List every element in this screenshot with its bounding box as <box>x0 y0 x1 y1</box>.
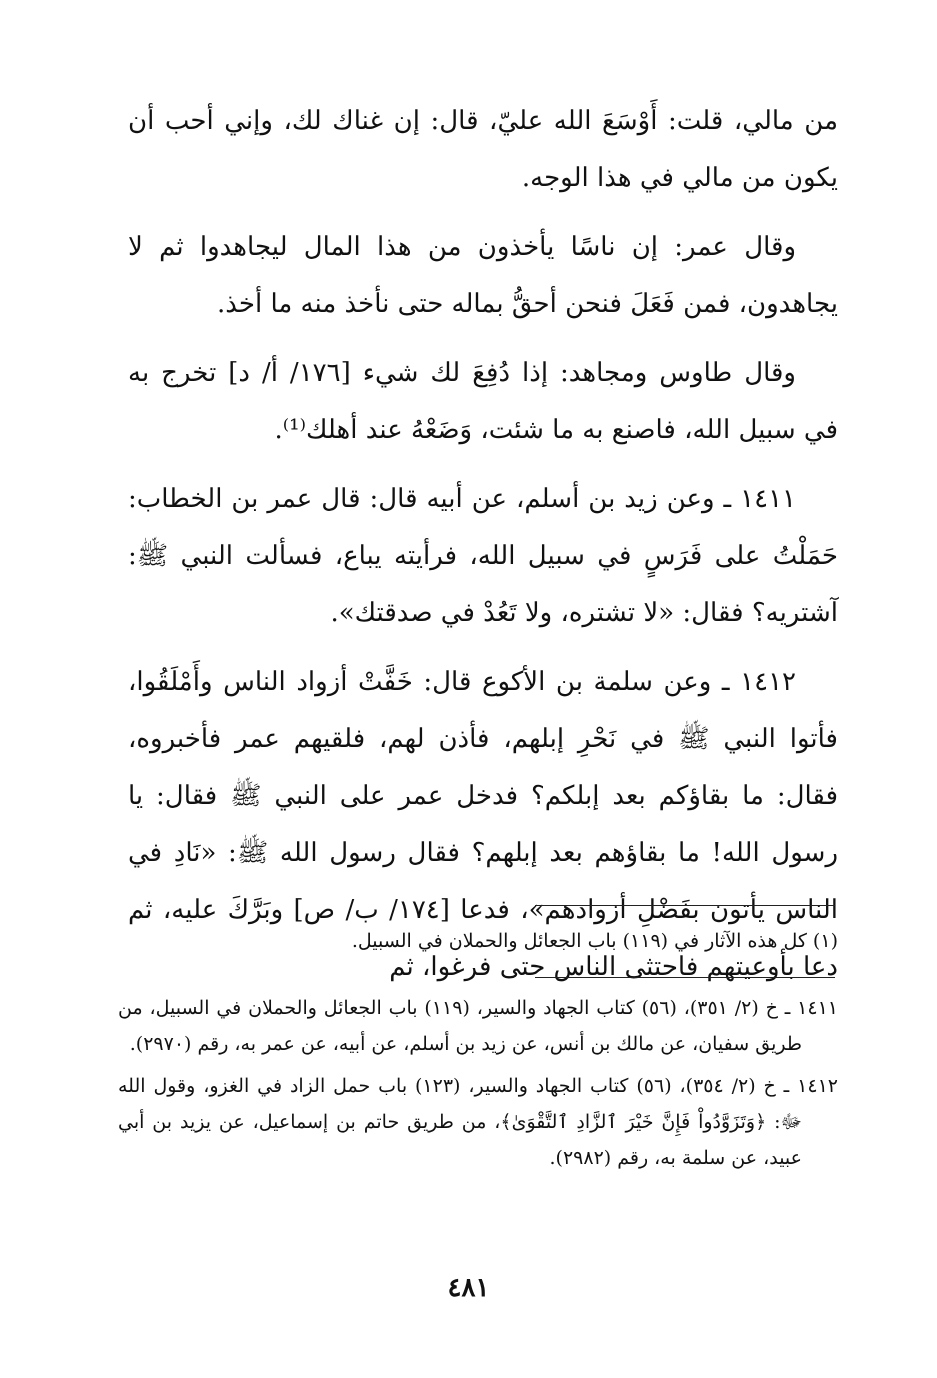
paragraph-hadith-1411: ١٤١١ ـ وعن زيد بن أسلم، عن أبيه قال: قال عمر بن الخطاب: حَمَلْتُ على فَرَسٍ في سبيل الله، فرأيته يباع، فسألت النبي ﷺ: آشتريه؟ فقال: «لا تشتره، ولا تَعُدْ في صدقتك». <box>128 484 838 628</box>
takhrij-1411: ١٤١١ ـ خ (٢/ ٣٥١)، (٥٦) كتاب الجهاد والسير، (١١٩) باب الجعائل والحملان في السبيل، من طريق سفيان، عن مالك بن أنس، عن زيد بن أسلم، عن أبيه، عن عمر به، رقم (٢٩٧٠). <box>118 997 838 1055</box>
footnote-block <box>118 923 838 965</box>
paragraph-hadith-1412: ١٤١٢ ـ وعن سلمة بن الأكوع قال: خَفَّتْ أزواد الناس وأَمْلَقُوا، فأتوا النبي ﷺ في نَحْرِ إبلهم، فأذن لهم، فلقيهم عمر فأخبروه، فقال: ما بقاؤكم بعد إبلكم؟ فدخل عمر على النبي ﷺ فقال: يا رسول الله! ما بقاؤهم بعد إبلهم؟ فقال رسول الله ﷺ: «نَادِ في الناس يأتون بفَضْلِ أزوادهم»، فدعا [١٧٤/ ب/ ص] وبَرَّكَ عليه، ثم دعا بأوعيتهم فاحتثى الناس حتى فرغوا، ثم <box>128 667 838 982</box>
footnote-1: (١) كل هذه الآثار في (١١٩) باب الجعائل والحملان في السبيل. <box>351 930 838 952</box>
takhrij-separator <box>535 977 835 978</box>
paragraph-umar-saying: وقال عمر: إن ناسًا يأخذون من هذا المال ليجاهدوا ثم لا يجاهدون، فمن فَعَلَ فنحن أحقُّ بماله حتى نأخذ منه ما أخذ. <box>128 232 838 319</box>
page-number: ٤٨١ <box>447 1273 490 1303</box>
paragraph-continuation: من مالي، قلت: أَوْسَعَ الله عليّ، قال: إن غناك لك، وإني أحب أن يكون من مالي في هذا الوجه. <box>128 106 838 193</box>
takhrij-1412: ١٤١٢ ـ خ (٢/ ٣٥٤)، (٥٦) كتاب الجهاد والسير، (١٢٣) باب حمل الزاد في الغزو، وقول الله ﷻ: ﴿وَتَزَوَّدُواْ فَإِنَّ خَيْرَ ٱلزَّادِ ٱلتَّقْوَىٰ﴾، من طريق حاتم بن إسماعيل، عن يزيد بن أبي عبيد، عن سلمة به، رقم (٢٩٨٢). <box>118 1075 838 1169</box>
footnote-separator <box>535 905 835 906</box>
takhrij-block <box>118 990 838 1182</box>
main-text-body <box>128 93 838 1008</box>
paragraph-tawus-mujahid: وقال طاوس ومجاهد: إذا دُفِعَ لك شيء [١٧٦/ أ/ د] تخرج به في سبيل الله، فاصنع به ما شئت، وَضَعْهُ عند أهلك⁽¹⁾. <box>128 358 838 445</box>
